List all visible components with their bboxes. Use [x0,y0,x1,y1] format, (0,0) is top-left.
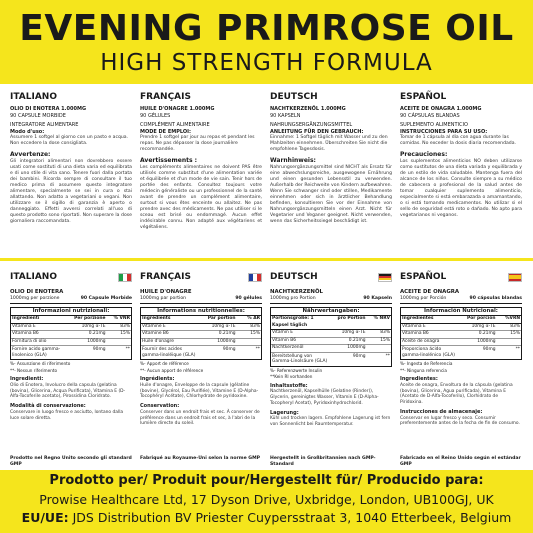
eu-distributor-address [0,510,533,525]
usage-label: ANLEITUNG FÜR DEN GEBRAUCH: [270,128,364,135]
cell: 83% [120,323,130,329]
lower-column-it [6,262,136,467]
header-cell: Par portion [207,316,236,321]
cell: 1000mg [477,338,496,344]
upper-section [0,84,533,260]
manufacturing-note: Hergestellt in Großbritannien nach GMP-Standard [270,456,376,467]
product-category: SUPLEMENTO ALIMENTICIO [400,122,468,128]
table-row [271,330,391,338]
cell: 0.21mg [88,331,106,337]
manufacturing-note: Prodotto nel Regno Unito secondo gli standard GMP [10,456,132,467]
serving-amount: 1000mg por Porción [400,296,447,301]
table-note: %- Ingesta de Referencia [400,361,453,367]
warning-text: Los suplementos alimenticios NO deben utilizarse como sustitutos de una dieta variada y equilibrada y de un estilo de vida saludable. Mantenga fuera del alcance de los niños. Consulte siempre a su médico de cabecera o profesional de la salud antes de tomar cualquier suplemento alimenticio, especialmente si está embarazada o amamantando, o si está tomando medicamentos. No utilizar si el sello de seguridad está roto o dañado. No apto para vegetarianos ni veganos. [400,159,522,218]
cell: 83% [510,323,520,329]
cell: Vitamina E [12,323,36,329]
table-title: Nährwertangaben: [271,308,391,316]
language-label: ITALIANO [10,92,57,102]
nutrition-table [400,307,522,360]
cell: 10mg α-TE [211,323,236,329]
cell: 90mg [352,353,366,359]
manufacturer-address: Prowise Healthcare Ltd, 17 Dyson Drive, Uxbridge, London, UB100GJ, UK [39,492,494,507]
ingredients-label: Ingrédients: [140,376,175,383]
page-subtitle: HIGH STRENGTH FORMULA [100,50,433,76]
warning-text: Les compléments alimentaires ne doivent PAS être utilisés comme substitut d'une alimentation variée et équilibrée et d'un mode de vie sain. Tenir hors de portée des enfants. Consultez toujours votre médecin généraliste ou un professionnel de la santé avant de prendre un complément alimentaire, surtout si vous êtes enceinte ou allaitez. Ne pas prendre avec des médicaments. Ne pas utiliser si le sceau est brisé ou endommagé. Aucun effet indésirable connu. Non adapté aux végétariens et végétaliens. [140,165,262,230]
table-title: Información Nutricional: [401,308,521,316]
cell: 10mg α-TE [81,323,106,329]
storage-text: Conserver dans un endroit frais et sec. À conserver de préférence dans un endroit frais et sec, à l'abri de la lumière directe du soleil. [140,409,260,427]
storage-text: Kühl und trocken lagern. Empfohlene Lagerung ist fern von Sonnenlicht bei Raumtemperatur. [270,416,391,428]
eu-label: EU/UE: [21,510,69,525]
cell [498,339,521,346]
table-note: **- Nessun riferimento [10,367,58,373]
cell: 90mg [482,347,496,353]
upper-column-it [6,84,136,260]
capsule-count: 90 GÉLULES [140,112,171,119]
storage-text: Conservar en lugar fresco y seco. Consumir preferentemente antes de la fecha de fin de consumo. [400,415,520,427]
product-name: HUILE D'ONAGRE [140,289,192,295]
ingredients-text: Aceite de onagra, Envoltura de la cápsula (gelatina (bovina), Glicerina, Agua purificada), Vitamina E (Acetato de D-Alfa-Tocoferilo), Clorhidrato de Piridoxina. [400,382,513,406]
cell: Vitamin E [272,330,293,336]
usage-text: Assumere 1 softgel al giorno con un pasto e acqua. Non eccedere la dose consigliata. [10,135,129,146]
warning-text: Gli integratori alimentari non dovrebbero essere usati come sostituti di una dieta varia ed equilibrata e di uno stile di vita sano. Tenere fuori dalla portata dei bambini. Ricorda sempre di consultare il tuo medico prima di assumere questo integratore alimentare, specialmente se sei in cura o stai allattando. Non adatto a vegetariani o vegani. Non utilizzare se il sigillo di garanzia è aperto o danneggiato. Effetti avversi correlati all'uso di questo prodotto sono riportati. Non superare la dose giornaliera raccomandata. [10,159,132,224]
usage-text: Tomar de 1 cápsula al día con agua durante las comidas. No exceder la dosis diaria recomendada. [400,135,516,146]
table-note: **- Aucun apport de référence [140,367,204,373]
warning-label: Avertissements : [140,157,198,164]
cell: 90mg [222,347,236,353]
product-category: COMPLÉMENT ALIMENTAIRE [140,122,210,128]
cell: Fornire acido gamma-linolenico (GLA) [12,347,61,358]
upper-column-fr [136,84,266,260]
ingredients-text: Huile d'onagre, Enveloppe de la capsule (gélatine (bovine), Glycérol, Eau Purifiée), Vitamine E (D-Alpha-Tocophéryl Acétate), Chlorhydrate de pyridoxine. [140,382,259,400]
table-row [141,346,261,359]
cell [238,339,261,346]
cell: Fournir des acides gamma-linoléique (GLA) [142,347,196,358]
cell: Vitamina B6 [12,331,39,337]
language-label: FRANÇAIS [140,92,191,102]
cell: 1000mg [217,338,236,344]
cell: 0.21mg [478,331,496,337]
storage-label: Conservation: [140,403,180,410]
ingredients-text: Olio di Enotera, Involucro della capsula (gelatina (bovina), Glicerina, Acqua Purificata), Vitamina E (D-Alfa-Tocoferile acetato), Pirossidina Cloridrato. [10,382,126,400]
table-row [11,346,131,359]
cell: ** [515,347,520,353]
upper-column-es [396,84,526,260]
table-note: %- Apport de référence [140,361,189,367]
table-header [11,316,131,324]
language-label: FRANÇAIS [140,272,191,282]
usage-text: Prendre 1 softgel par jour au repas et pendant les repas. Ne pas dépasser la dose journalière recommandée. [140,135,255,152]
footer-banner [0,470,533,533]
table-note: **Kein RI vorhanden [270,374,313,380]
storage-text: Conservare in luogo fresco e asciutto, lontano dalla luce solare diretta. [10,409,124,421]
header-cell: Ingredientes [402,316,434,321]
language-label: DEUTSCH [270,272,318,282]
cell: 83% [250,323,260,329]
cell: 1000mg [87,338,106,344]
table-row [141,331,261,339]
capsule-count: 90 CAPSULE MORBIDE [10,112,66,119]
table-row [401,339,521,347]
warning-label: Warnhinweis: [270,157,316,164]
table-row [11,339,131,347]
cell: 0.21mg [218,331,236,337]
ingredients-label: Ingredientes: [400,376,438,383]
lower-section [0,262,533,467]
header-cell: %VRN [505,316,520,321]
storage-label: Lagerung: [270,409,299,416]
product-category: INTEGRATORE ALIMENTARE [10,122,79,128]
warning-label: Precauciones: [400,151,448,158]
column-header [400,270,522,284]
lower-column-de [266,262,396,467]
usage-label: INSTRUCCIONES PARA SU USO: [400,128,488,135]
language-label: ITALIANO [10,272,57,282]
serving-size [140,296,262,304]
header-cell: Ingrédients [142,316,171,321]
cell: Fornitura di olio [12,338,47,344]
cell: 15% [250,331,260,337]
language-label: DEUTSCH [270,92,318,102]
table-header [401,316,521,324]
table-row [401,331,521,339]
usage-label: MODE DE EMPLOI: [140,128,192,135]
italy-flag-icon [118,273,132,282]
header-cell: Per porzione [74,316,106,321]
cell: Vitamin B6 [272,337,297,343]
storage-label: Modalità di conservazione: [10,403,86,410]
usage-text: Einnahme: 1 Softgel täglich mit Wasser und zu den Mahlzeiten einnehmen. Überschreiten Sie nicht die empfohlene Tagesdosis. [270,135,388,152]
serving-amount: 1000mg per porzione [10,296,60,301]
table-row [11,331,131,339]
manufacturing-note: Fabricado en el Reino Unido según el estándar GMP [400,456,521,467]
cell [368,345,391,352]
header-cell: % NRV [373,316,390,321]
column-header [10,270,132,284]
serving-size [400,296,522,304]
ingredients-label: Ingredienti: [10,376,44,383]
warning-text: Nahrungsergänzungsmittel sind NICHT als Ersatz für eine abwechslungsreiche, ausgewogene Ernährung und einen gesunden Lebensstil zu verwenden. Außerhalb der Reichweite von Kindern aufbewahren. Wenn Sie schwanger sind oder stillen, Medikamente einnehmen oder sich in ärztlicher Behandlung befinden, konsultieren Sie vor der Einnahme von Nahrungsergänzungsmitteln einen Arzt. Nicht für Vegetarier und Veganer geeignet. Nicht verwenden, wenn das Sicherheitssiegel beschädigt ist. [270,165,392,224]
product-category: NAHRUNGSERGÄNZUNGSMITTEL [270,122,353,128]
header-cell: % AR [247,316,260,321]
manufacturing-note: Fabriqué au Royaume-Uni selon la norme GMP [140,456,261,461]
ingredients-label: Inhaltsstoffe: [270,382,308,389]
product-name: NACHTKERZENÖL [270,289,323,295]
header-cell: Por porción [467,316,496,321]
cell [108,339,131,346]
table-row [401,346,521,359]
serving-amount: 1000mg pro Portion [270,296,316,301]
capsule-count: 90 cápsulas blandas [469,296,522,301]
france-flag-icon [248,273,262,282]
table-header [271,316,391,330]
serving-size [270,296,392,304]
usage-label: Modo d'uso: [10,128,45,135]
table-row [271,353,391,366]
lower-column-es [396,262,526,467]
upper-column-de [266,84,396,260]
capsule-count: 90 gélules [235,296,262,301]
eu-address-text: JDS Distribution BV Priester Cuypersstraat 3, 1040 Etterbeek, Belgium [72,510,512,525]
column-header [140,270,262,284]
header-cell: Portionsgröße: 1 Kapsel täglich [272,316,314,328]
language-label: ESPAÑOL [400,272,447,282]
table-title: Informations nutritionnelles: [141,308,261,316]
capsule-count: 90 Kapseln [363,296,392,301]
storage-label: Instrucciones de almacenaje: [400,409,483,416]
nutrition-table [140,307,262,360]
cell: 1000mg [347,345,366,351]
nutrition-table [10,307,132,360]
table-row [141,339,261,347]
header-cell: % VNR [113,316,130,321]
cell: Vitamine B6 [142,331,169,337]
table-note: %- Referenzwerte Insulin [270,367,323,373]
cell: 83% [380,330,390,336]
cell: 10mg α-TE [471,323,496,329]
cell: Nachtkerzenöl [272,345,304,351]
table-row [271,345,391,353]
lower-column-fr [136,262,266,464]
table-note: **- Ninguna referencia [400,367,447,373]
language-label: ESPAÑOL [400,92,447,102]
cell: Vitamine E [142,323,166,329]
cell: ** [255,347,260,353]
table-header [141,316,261,324]
header-cell: pro Portion [337,316,366,321]
page-title: EVENING PRIMROSE OIL [19,8,514,49]
capsule-count: 90 CÁPSULAS BLANDAS [400,112,460,119]
section-divider [0,258,533,261]
table-title: Informazioni nutrizionali: [11,308,131,316]
cell: 0.21mg [348,337,366,343]
cell: Huile d'onagre [142,338,174,344]
produced-for-label: Prodotto per/ Produit pour/Hergestellt für/ Producido para: [49,473,484,488]
cell: Bereitstellung von Gamma-Linolsäure (GLA) [272,353,328,365]
serving-amount: 1000mg par portion [140,296,187,301]
nutrition-table [270,307,392,367]
warning-label: Avvertenze: [10,151,51,158]
product-name: ACEITE DE ONAGRA 1.000MG [400,106,482,112]
spain-flag-icon [508,273,522,282]
product-name: NACHTKERZENÖL 1.000MG [270,106,346,112]
cell: ** [125,347,130,353]
header-banner [0,0,533,84]
table-note: %- Assunzione di riferimento [10,361,71,367]
product-name: ACEITE DE ONAGRA [400,289,460,295]
capsule-count: 90 KAPSELN [270,112,301,119]
capsule-count: 90 Capsule Morbide [80,296,132,301]
product-name: OLIO DI ENOTERA 1.000MG [10,106,87,112]
serving-size [10,296,132,304]
cell: ** [385,353,390,359]
cell: 15% [510,331,520,337]
cell: 15% [120,331,130,337]
cell: 90mg [92,347,106,353]
column-header [270,270,392,284]
ingredients-text: Nachtkerzenöl, Kapselhülle (Gelatine (Rinder)), Glycerin, gereinigtes Wasser, Vitamin E (D-Alpha-Tocopheryl Acetat), Pyridoxinhydrochlorid. [270,389,379,407]
cell: 10mg α-TE [341,330,366,336]
cell: Vitamina E [402,323,426,329]
germany-flag-icon [378,273,392,282]
product-name: HUILE D'ONAGRE 1.000MG [140,106,215,112]
cell: Vitamina B6 [402,331,429,337]
cell: 15% [380,337,390,343]
header-cell: Ingredienti [12,316,40,321]
cell: Aceite de onagra [402,338,440,344]
product-name: OLIO DI ENOTERA [10,289,64,295]
cell: Proporciona ácido gamma-linolénico (GLA) [402,347,456,358]
